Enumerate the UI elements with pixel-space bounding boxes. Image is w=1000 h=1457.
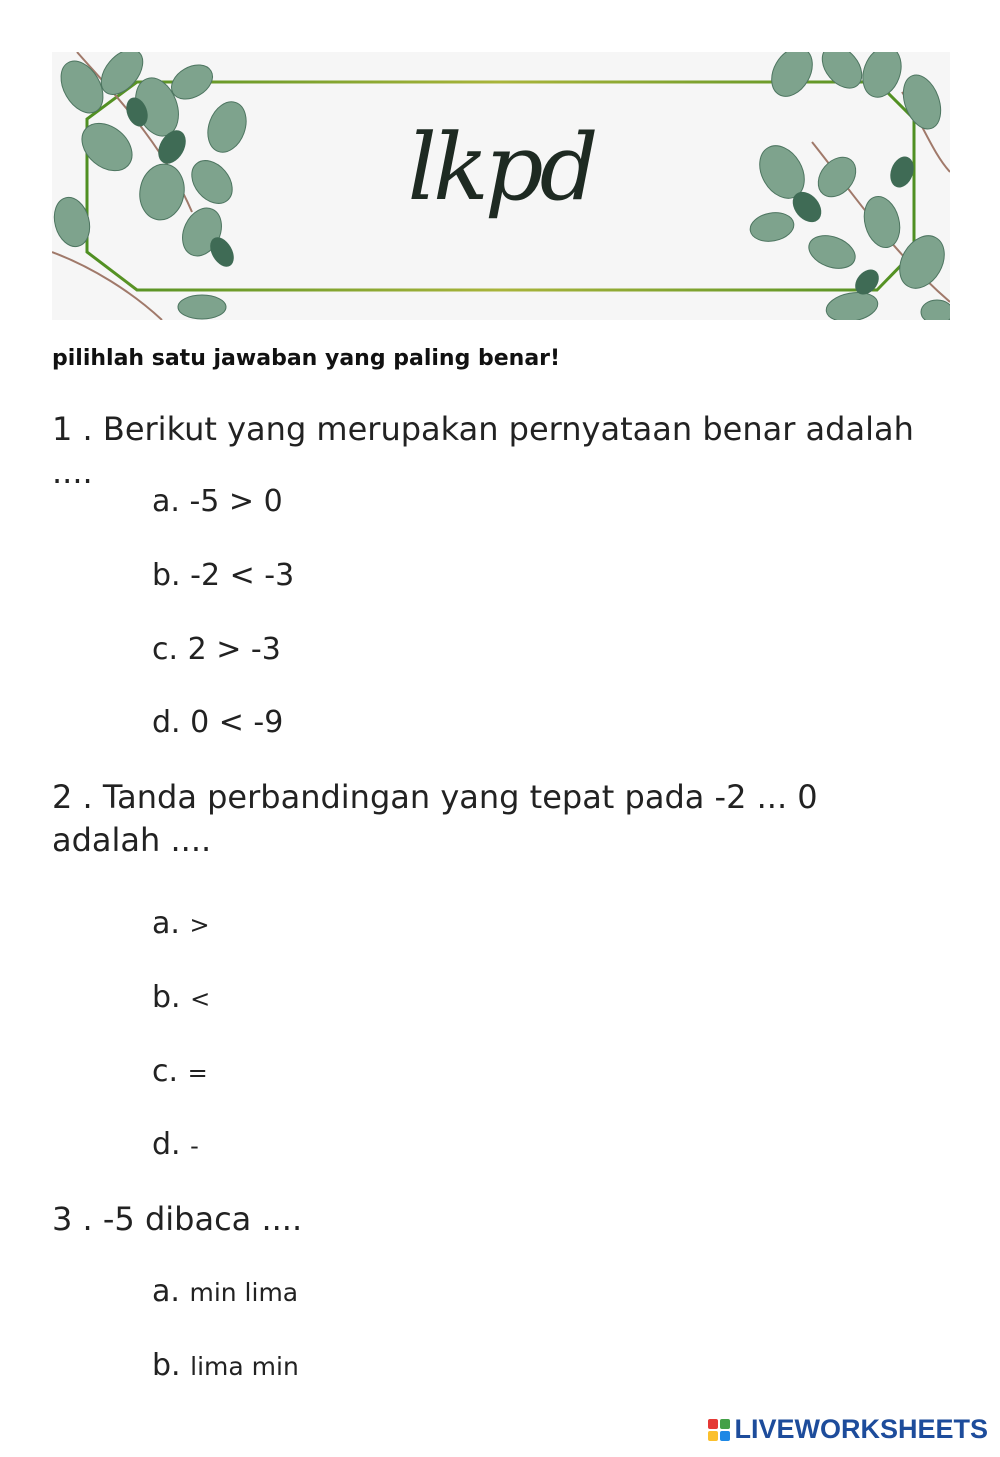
brand-name: LIVEWORKSHEETS [734, 1414, 988, 1444]
option-2b[interactable] [152, 980, 210, 1015]
option-letter: d. [152, 1127, 181, 1162]
liveworksheets-logo-icon [708, 1419, 730, 1441]
option-1b[interactable] [152, 558, 294, 593]
option-text: -5 > 0 [189, 484, 283, 519]
option-text: < [190, 985, 211, 1013]
question-3: 3 . -5 dibaca .... [52, 1200, 303, 1238]
option-1d[interactable] [152, 705, 283, 740]
option-3b[interactable] [152, 1348, 299, 1383]
option-3a[interactable] [152, 1274, 298, 1309]
banner-title: lkpd [407, 114, 595, 221]
option-letter: c. [152, 1054, 179, 1089]
option-letter: d. [152, 705, 181, 740]
liveworksheets-logo [708, 1414, 988, 1445]
option-letter: a. [152, 484, 180, 519]
option-text: lima min [190, 1352, 299, 1381]
option-1a[interactable] [152, 484, 283, 519]
instruction-text: pilihlah satu jawaban yang paling benar! [52, 346, 561, 371]
option-text: > [189, 911, 210, 939]
option-letter: b. [152, 558, 181, 593]
option-text: 0 < -9 [190, 705, 284, 740]
option-letter: b. [152, 1348, 181, 1383]
option-2d[interactable] [152, 1127, 199, 1162]
option-1c[interactable] [152, 632, 281, 667]
option-text: - [190, 1132, 199, 1160]
option-letter: a. [152, 906, 180, 941]
option-2c[interactable] [152, 1054, 208, 1089]
option-letter: b. [152, 980, 181, 1015]
header-banner [52, 52, 950, 320]
option-2a[interactable] [152, 906, 210, 941]
option-text: 2 > -3 [187, 632, 281, 667]
option-text: min lima [189, 1278, 299, 1307]
question-1: 1 . Berikut yang merupakan pernyataan benar adalah .... [52, 410, 914, 492]
option-text: -2 < -3 [190, 558, 295, 593]
option-letter: c. [152, 632, 179, 667]
question-2: 2 . Tanda perbandingan yang tepat pada -2 ... 0 adalah .... [52, 778, 818, 860]
option-letter: a. [152, 1274, 180, 1309]
option-text: = [187, 1059, 208, 1087]
